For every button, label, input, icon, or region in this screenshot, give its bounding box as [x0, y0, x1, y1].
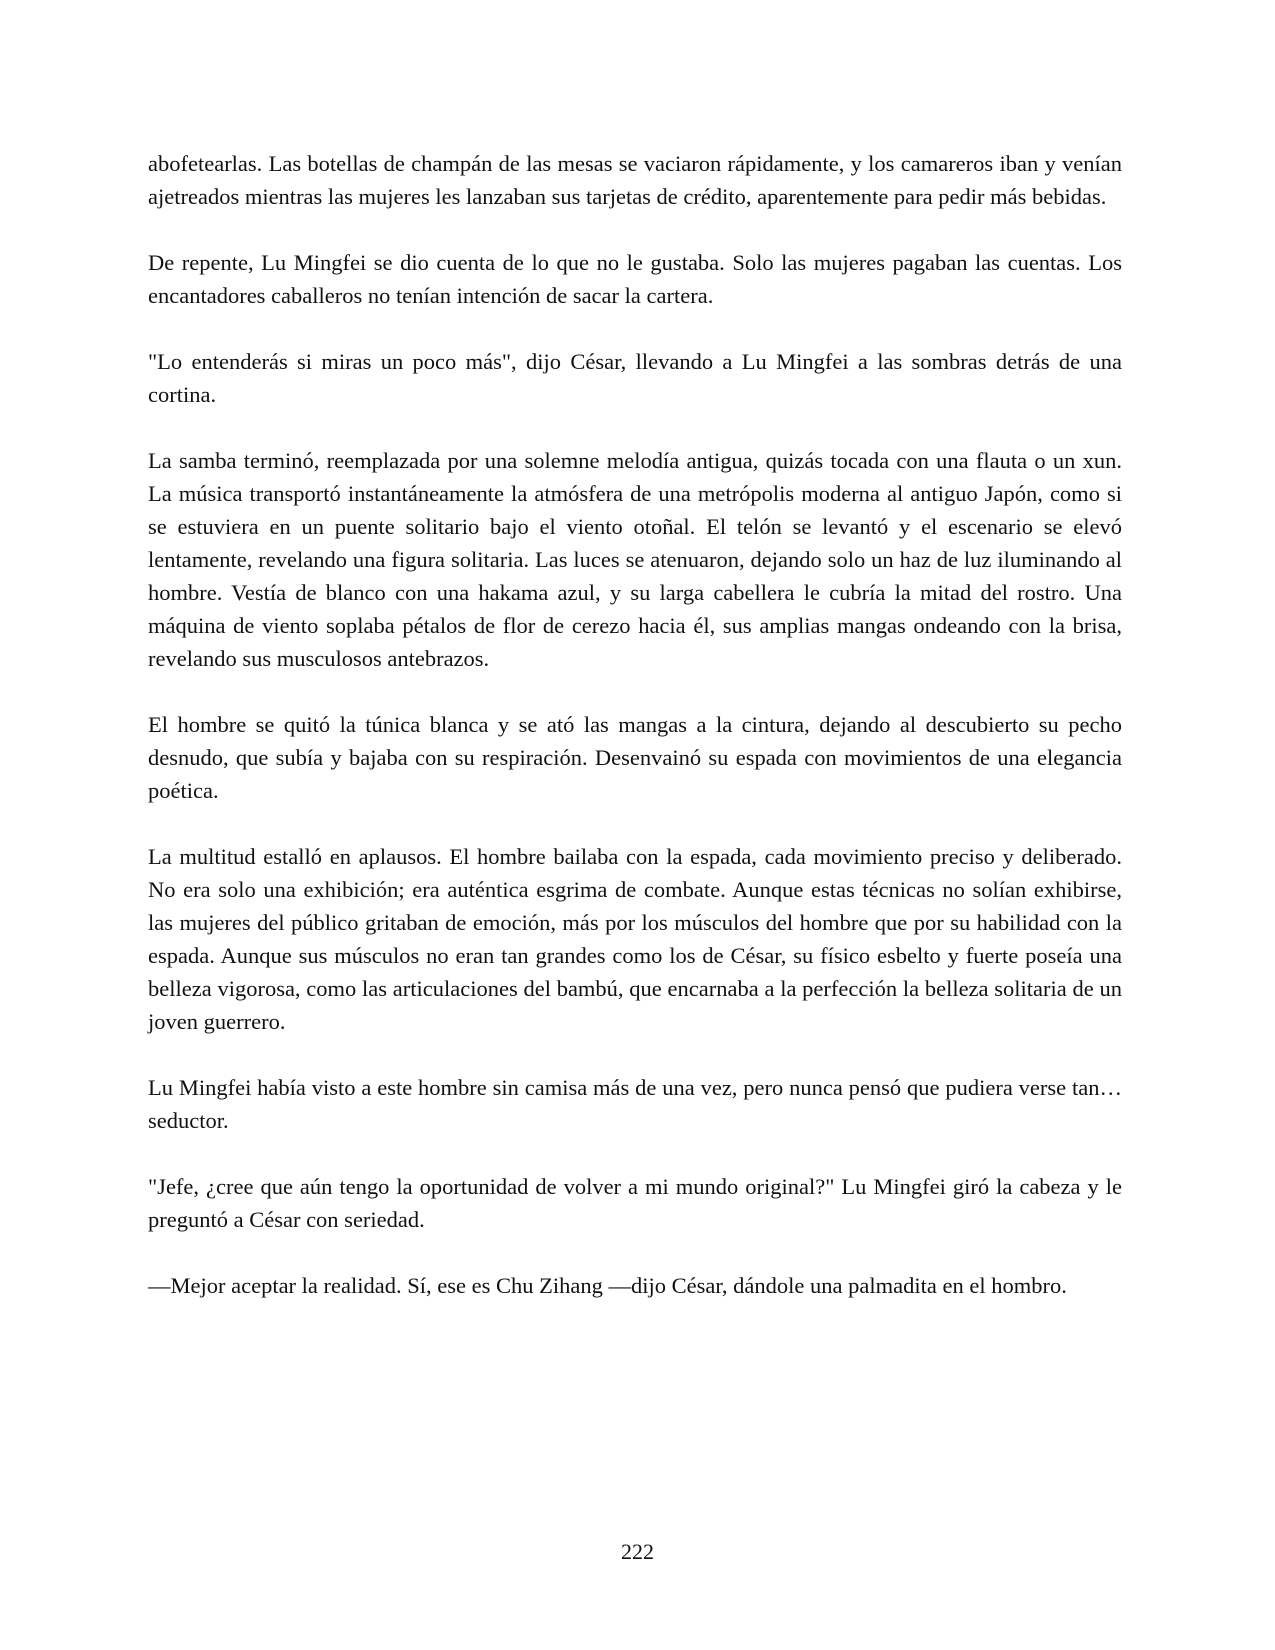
paragraph: Lu Mingfei había visto a este hombre sin camisa más de una vez, pero nunca pensó que pudiera verse tan… seductor. [148, 1075, 1122, 1133]
paragraph: De repente, Lu Mingfei se dio cuenta de lo que no le gustaba. Solo las mujeres pagaban las cuentas. Los encantadores caballeros no tenían intención de sacar la cartera. [148, 250, 1122, 308]
paragraph: —Mejor aceptar la realidad. Sí, ese es Chu Zihang —dijo César, dándole una palmadita en el hombro. [148, 1273, 1067, 1298]
paragraph: "Jefe, ¿cree que aún tengo la oportunidad de volver a mi mundo original?" Lu Mingfei giró la cabeza y le preguntó a César con seriedad. [148, 1174, 1122, 1232]
paragraph: El hombre se quitó la túnica blanca y se ató las mangas a la cintura, dejando al descubierto su pecho desnudo, que subía y bajaba con su respiración. Desenvainó su espada con movimientos de una elegancia poética. [148, 712, 1122, 803]
paragraph: "Lo entenderás si miras un poco más", dijo César, llevando a Lu Mingfei a las sombras detrás de una cortina. [148, 349, 1122, 407]
paragraph: La samba terminó, reemplazada por una solemne melodía antigua, quizás tocada con una flauta o un xun. La música transportó instantáneamente la atmósfera de una metrópolis moderna al antiguo Japón, como si se estuviera en un puente solitario bajo el viento otoñal. El telón se levantó y el escenario se elevó lentamente, revelando una figura solitaria. Las luces se atenuaron, dejando solo un haz de luz iluminando al hombre. Vestía de blanco con una hakama azul, y su larga cabellera le cubría la mitad del rostro. Una máquina de viento soplaba pétalos de flor de cerezo hacia él, sus amplias mangas ondeando con la brisa, revelando sus musculosos antebrazos. [148, 448, 1122, 671]
body-text [148, 147, 1122, 1335]
paragraph: La multitud estalló en aplausos. El hombre bailaba con la espada, cada movimiento preciso y deliberado. No era solo una exhibición; era auténtica esgrima de combate. Aunque estas técnicas no solían exhibirse, las mujeres del público gritaban de emoción, más por los músculos del hombre que por su habilidad con la espada. Aunque sus músculos no eran tan grandes como los de César, su físico esbelto y fuerte poseía una belleza vigorosa, como las articulaciones del bambú, que encarnaba a la perfección la belleza solitaria de un joven guerrero. [148, 844, 1122, 1034]
page-number: 222 [621, 1539, 654, 1564]
paragraph: abofetearlas. Las botellas de champán de las mesas se vaciaron rápidamente, y los camareros iban y venían ajetreados mientras las mujeres les lanzaban sus tarjetas de crédito, aparentemente para pedir más bebidas. [148, 151, 1122, 209]
